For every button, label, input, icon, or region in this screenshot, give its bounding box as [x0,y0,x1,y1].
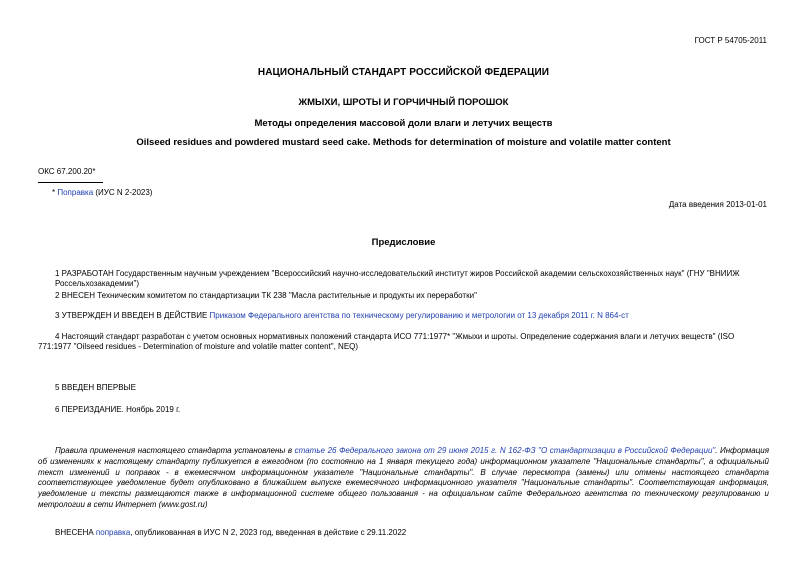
footnote-divider [38,182,103,183]
footer-suffix: , опубликованная в ИУС N 2, 2023 год, введенная в действие с 29.11.2022 [130,528,407,537]
preface-item-6: 6 ПЕРЕИЗДАНИЕ. Ноябрь 2019 г. [55,405,181,414]
introduction-date: Дата введения 2013-01-01 [668,200,767,209]
amendment-prefix: * [52,188,58,197]
footer-prefix: ВНЕСЕНА [55,528,96,537]
amendment-link[interactable]: Поправка [57,188,94,197]
amendment-note [52,188,152,197]
amendment-suffix: (ИУС N 2-2023) [93,188,153,197]
order-link[interactable]: Приказом Федерального агентства по техническому регулированию и метрологии от 13 декабря 2011 г. N 864-ст [209,311,629,320]
preface-item-2: 2 ВНЕСЕН Техническим комитетом по стандартизации ТК 238 "Масла растительные и продукты их переработки" [55,291,477,300]
document-name: ЖМЫХИ, ШРОТЫ И ГОРЧИЧНЫЙ ПОРОШОК [298,97,509,108]
amendment-footer [55,528,406,537]
rules-paragraph [38,446,769,511]
oks-code: ОКС 67.200.20* [38,167,96,176]
footer-amendment-link[interactable]: поправка [95,528,131,537]
document-code: ГОСТ Р 54705-2011 [694,36,767,45]
federal-law-link[interactable]: статье 26 Федерального закона от 29 июня 2015 г. N 162-ФЗ "О стандартизации в Российской Федерации" [294,446,716,455]
preface-item-5: 5 ВВЕДЕН ВПЕРВЫЕ [55,383,136,392]
preface-heading: Предисловие [371,237,436,248]
english-title: Oilseed residues and powdered mustard seed cake. Methods for determination of moisture and volatile matter content [136,137,671,148]
preface-item-1: 1 РАЗРАБОТАН Государственным научным учреждением "Всероссийский научно-исследовательский институт жиров Российской академии сельскохозяйственных наук" (ГНУ "ВНИИЖ Россельхозакадемии") [55,269,740,288]
rules-prefix: Правила применения настоящего стандарта установлены в [55,446,295,455]
standard-title: НАЦИОНАЛЬНЫЙ СТАНДАРТ РОССИЙСКОЙ ФЕДЕРАЦИИ [257,67,550,78]
preface-item-3-prefix: 3 УТВЕРЖДЕН И ВВЕДЕН В ДЕЙСТВИЕ [55,311,210,320]
preface-item-4: 4 Настоящий стандарт разработан с учетом основных нормативных положений стандарта ИСО 771:1977* "Жмыхи и шроты. Определение содержания влаги и летучих веществ" (ISO 771:1977 "Oilseed residues - Determination of moisture and volatile matter content", NEQ) [38,332,735,351]
document-subtitle: Методы определения массовой доли влаги и летучих веществ [254,118,553,129]
rules-suffix: . Информация об изменениях к настоящему стандарту публикуется в ежегодном (по состоянию на 1 января текущего года) информационном указателе "Национальные стандарты", а официальный текст изменений и поправок - в ежемесячном информационном указателе "Национальные стандарты". В случае пересмотра (замены) или отмены настоящего стандарта соответствующее уведомление будет опубликовано в ближайшем выпуске ежемесячного информационного указателя "Национальные стандарты". Соответствующая информация, уведомление и тексты размещаются также в информационной системе общего пользования - на официальном сайте Федерального агентства по техническому регулированию и метрологии в сети Интернет (www.gost.ru) [38,446,769,509]
preface-item-3 [55,311,769,321]
